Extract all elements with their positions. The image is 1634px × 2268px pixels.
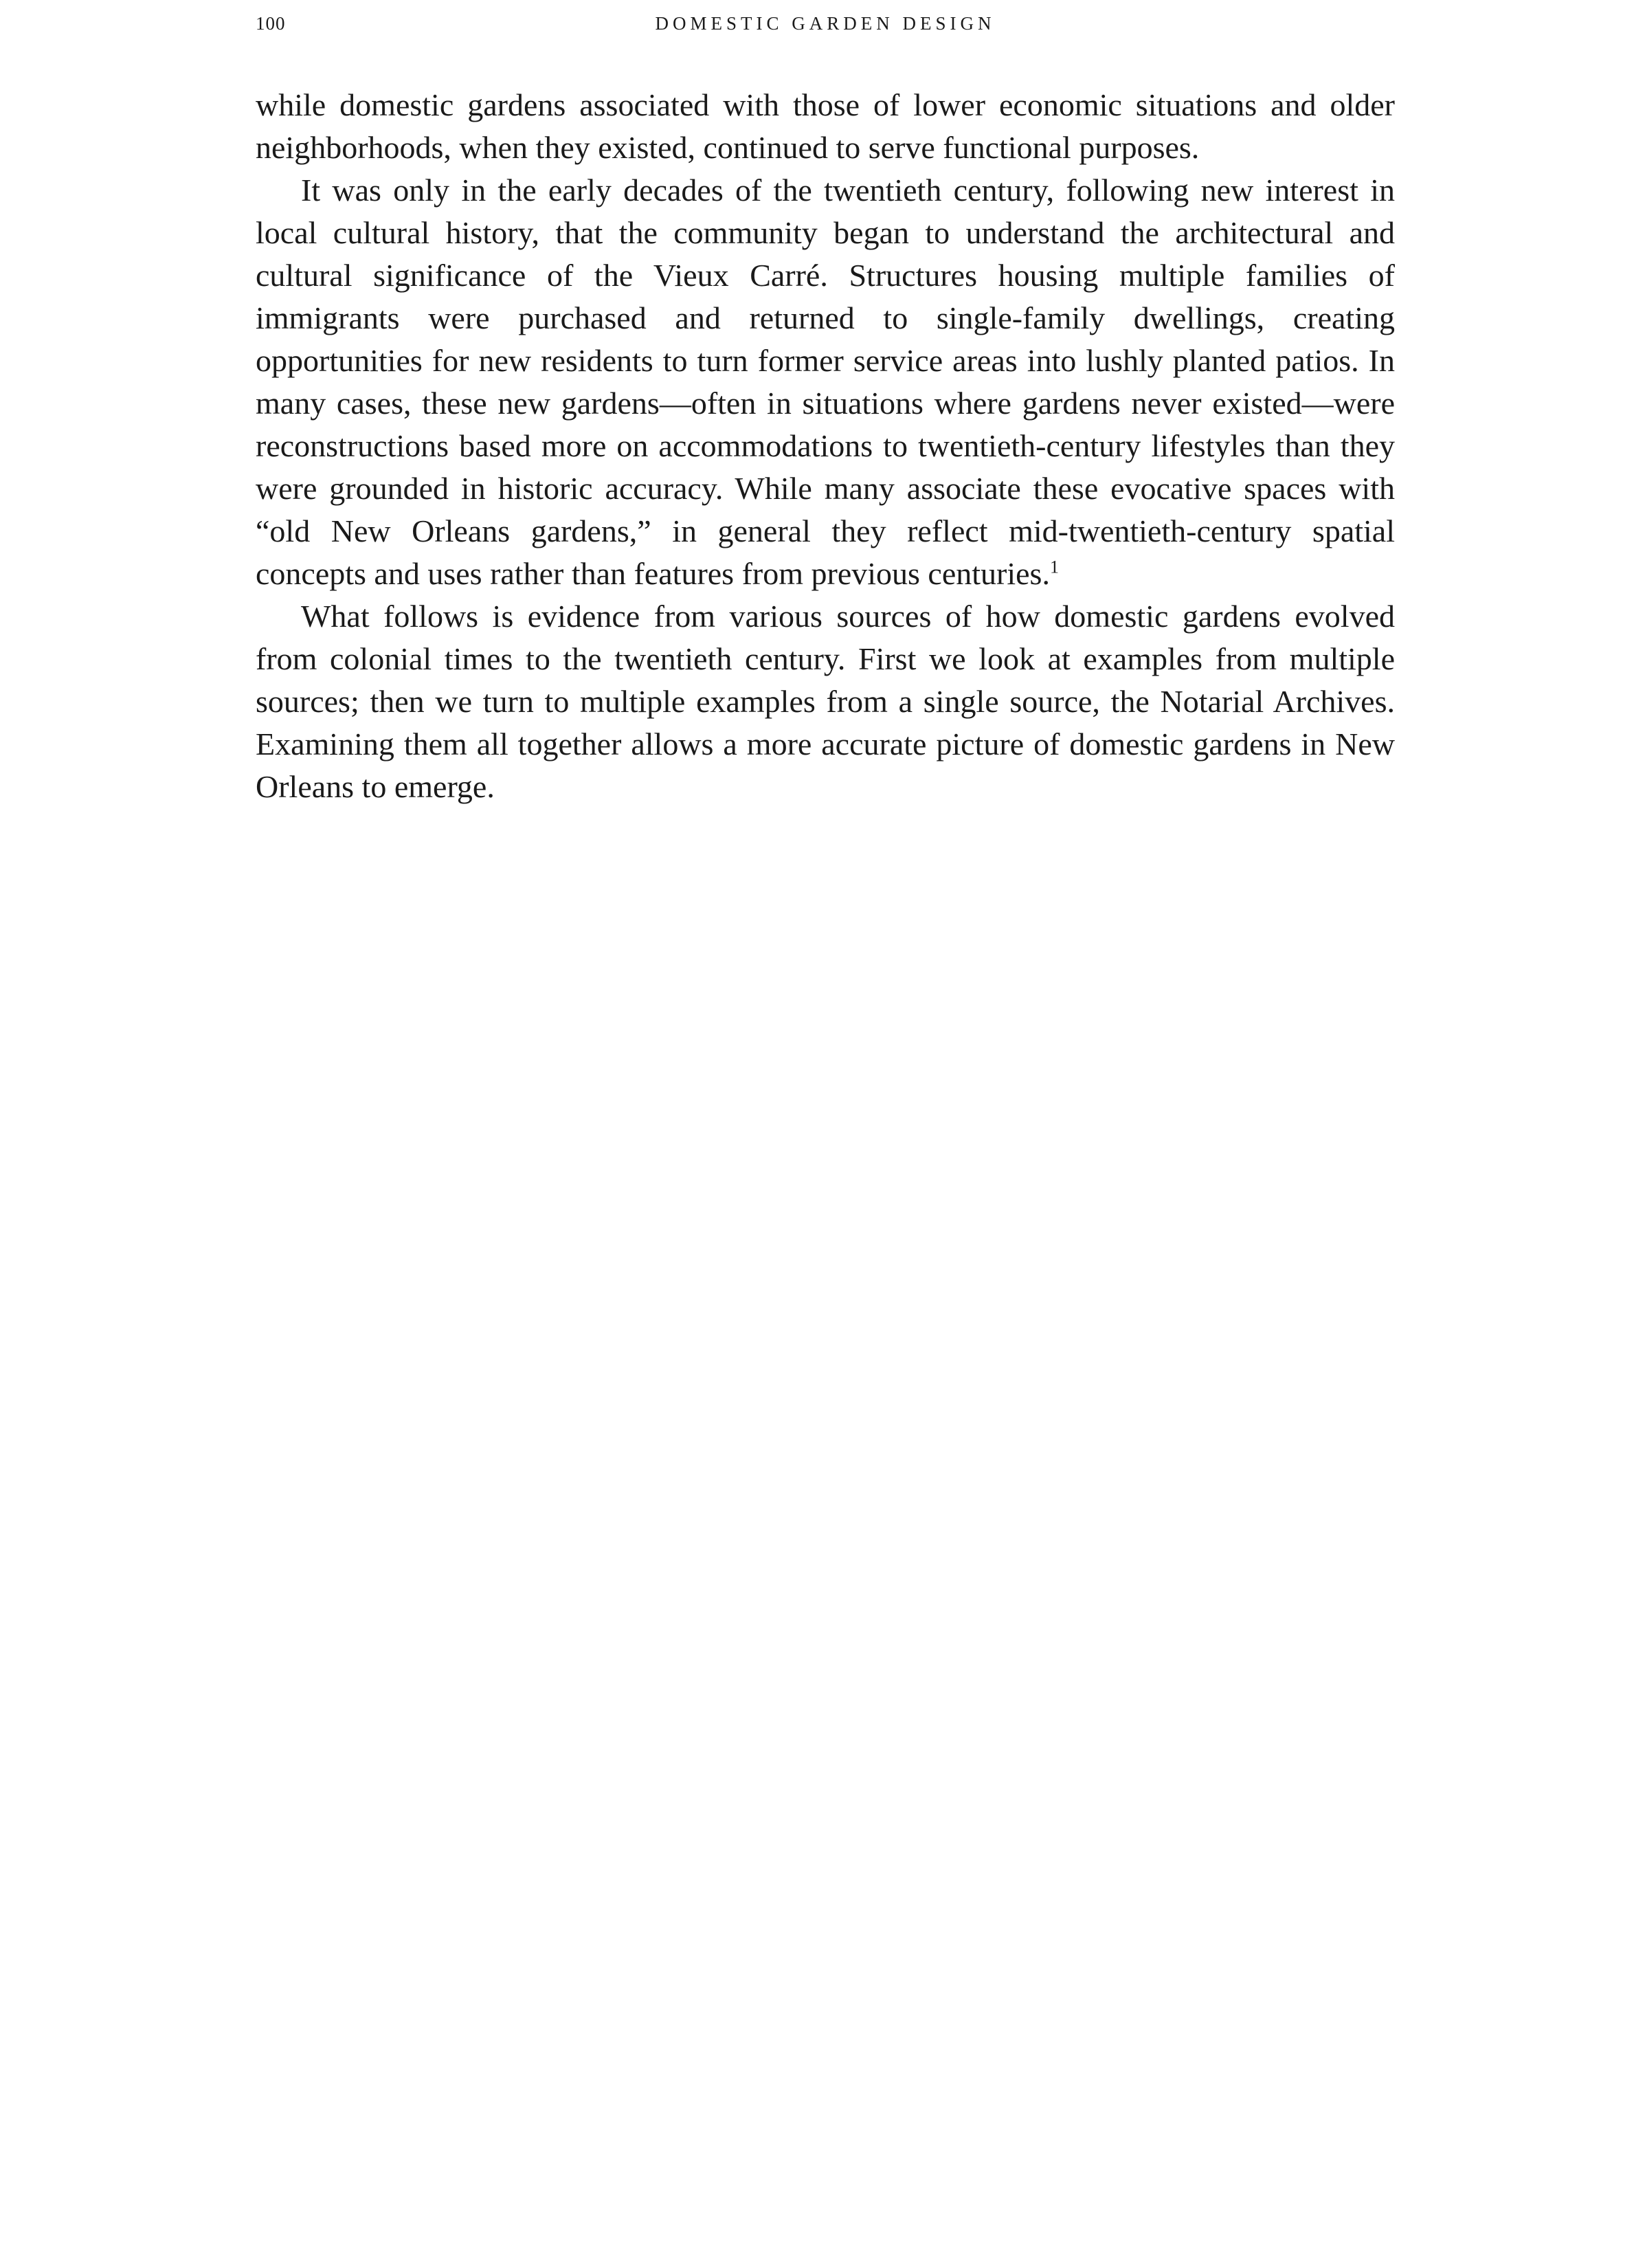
paragraph-1: [256, 84, 1395, 169]
paragraph-1-text: while domestic gardens associated with those of lower economic situations and older neighborhoods, when they existed, continued to serve functional purposes.: [256, 87, 1395, 165]
body-text: [256, 84, 1395, 808]
paragraph-2: [256, 169, 1395, 595]
page-number: 100: [256, 13, 286, 34]
footnote-ref[interactable]: 1: [1049, 557, 1059, 577]
running-head: [256, 10, 1395, 37]
paragraph-3-text: What follows is evidence from various sources of how domestic gardens evolved from colonial times to the twentieth century. First we look at examples from multiple sources; then we turn to multiple examples from a single source, the Notarial Archives. Examining them all together allows a more accurate picture of domestic gardens in New Orleans to emerge.: [256, 599, 1395, 804]
paragraph-3: [256, 595, 1395, 808]
paragraph-2-text: It was only in the early decades of the twentieth century, following new interest in local cultural history, that the community began to understand the architectural and cultural significance of the Vieux Carré. Structures housing multiple families of immigrants were purchased and returned to single-family dwellings, creating opportunities for new residents to turn former service areas into lushly planted patios. In many cases, these new gardens—often in situations where gardens never existed—were reconstructions based more on accommodations to twentieth-century lifestyles than they were grounded in historic accuracy. While many associate these evocative spaces with “old New Orleans gardens,” in general they reflect mid-twentieth-century spatial concepts and uses rather than features from previous centuries.: [256, 173, 1395, 591]
running-title: DOMESTIC GARDEN DESIGN: [655, 13, 996, 34]
